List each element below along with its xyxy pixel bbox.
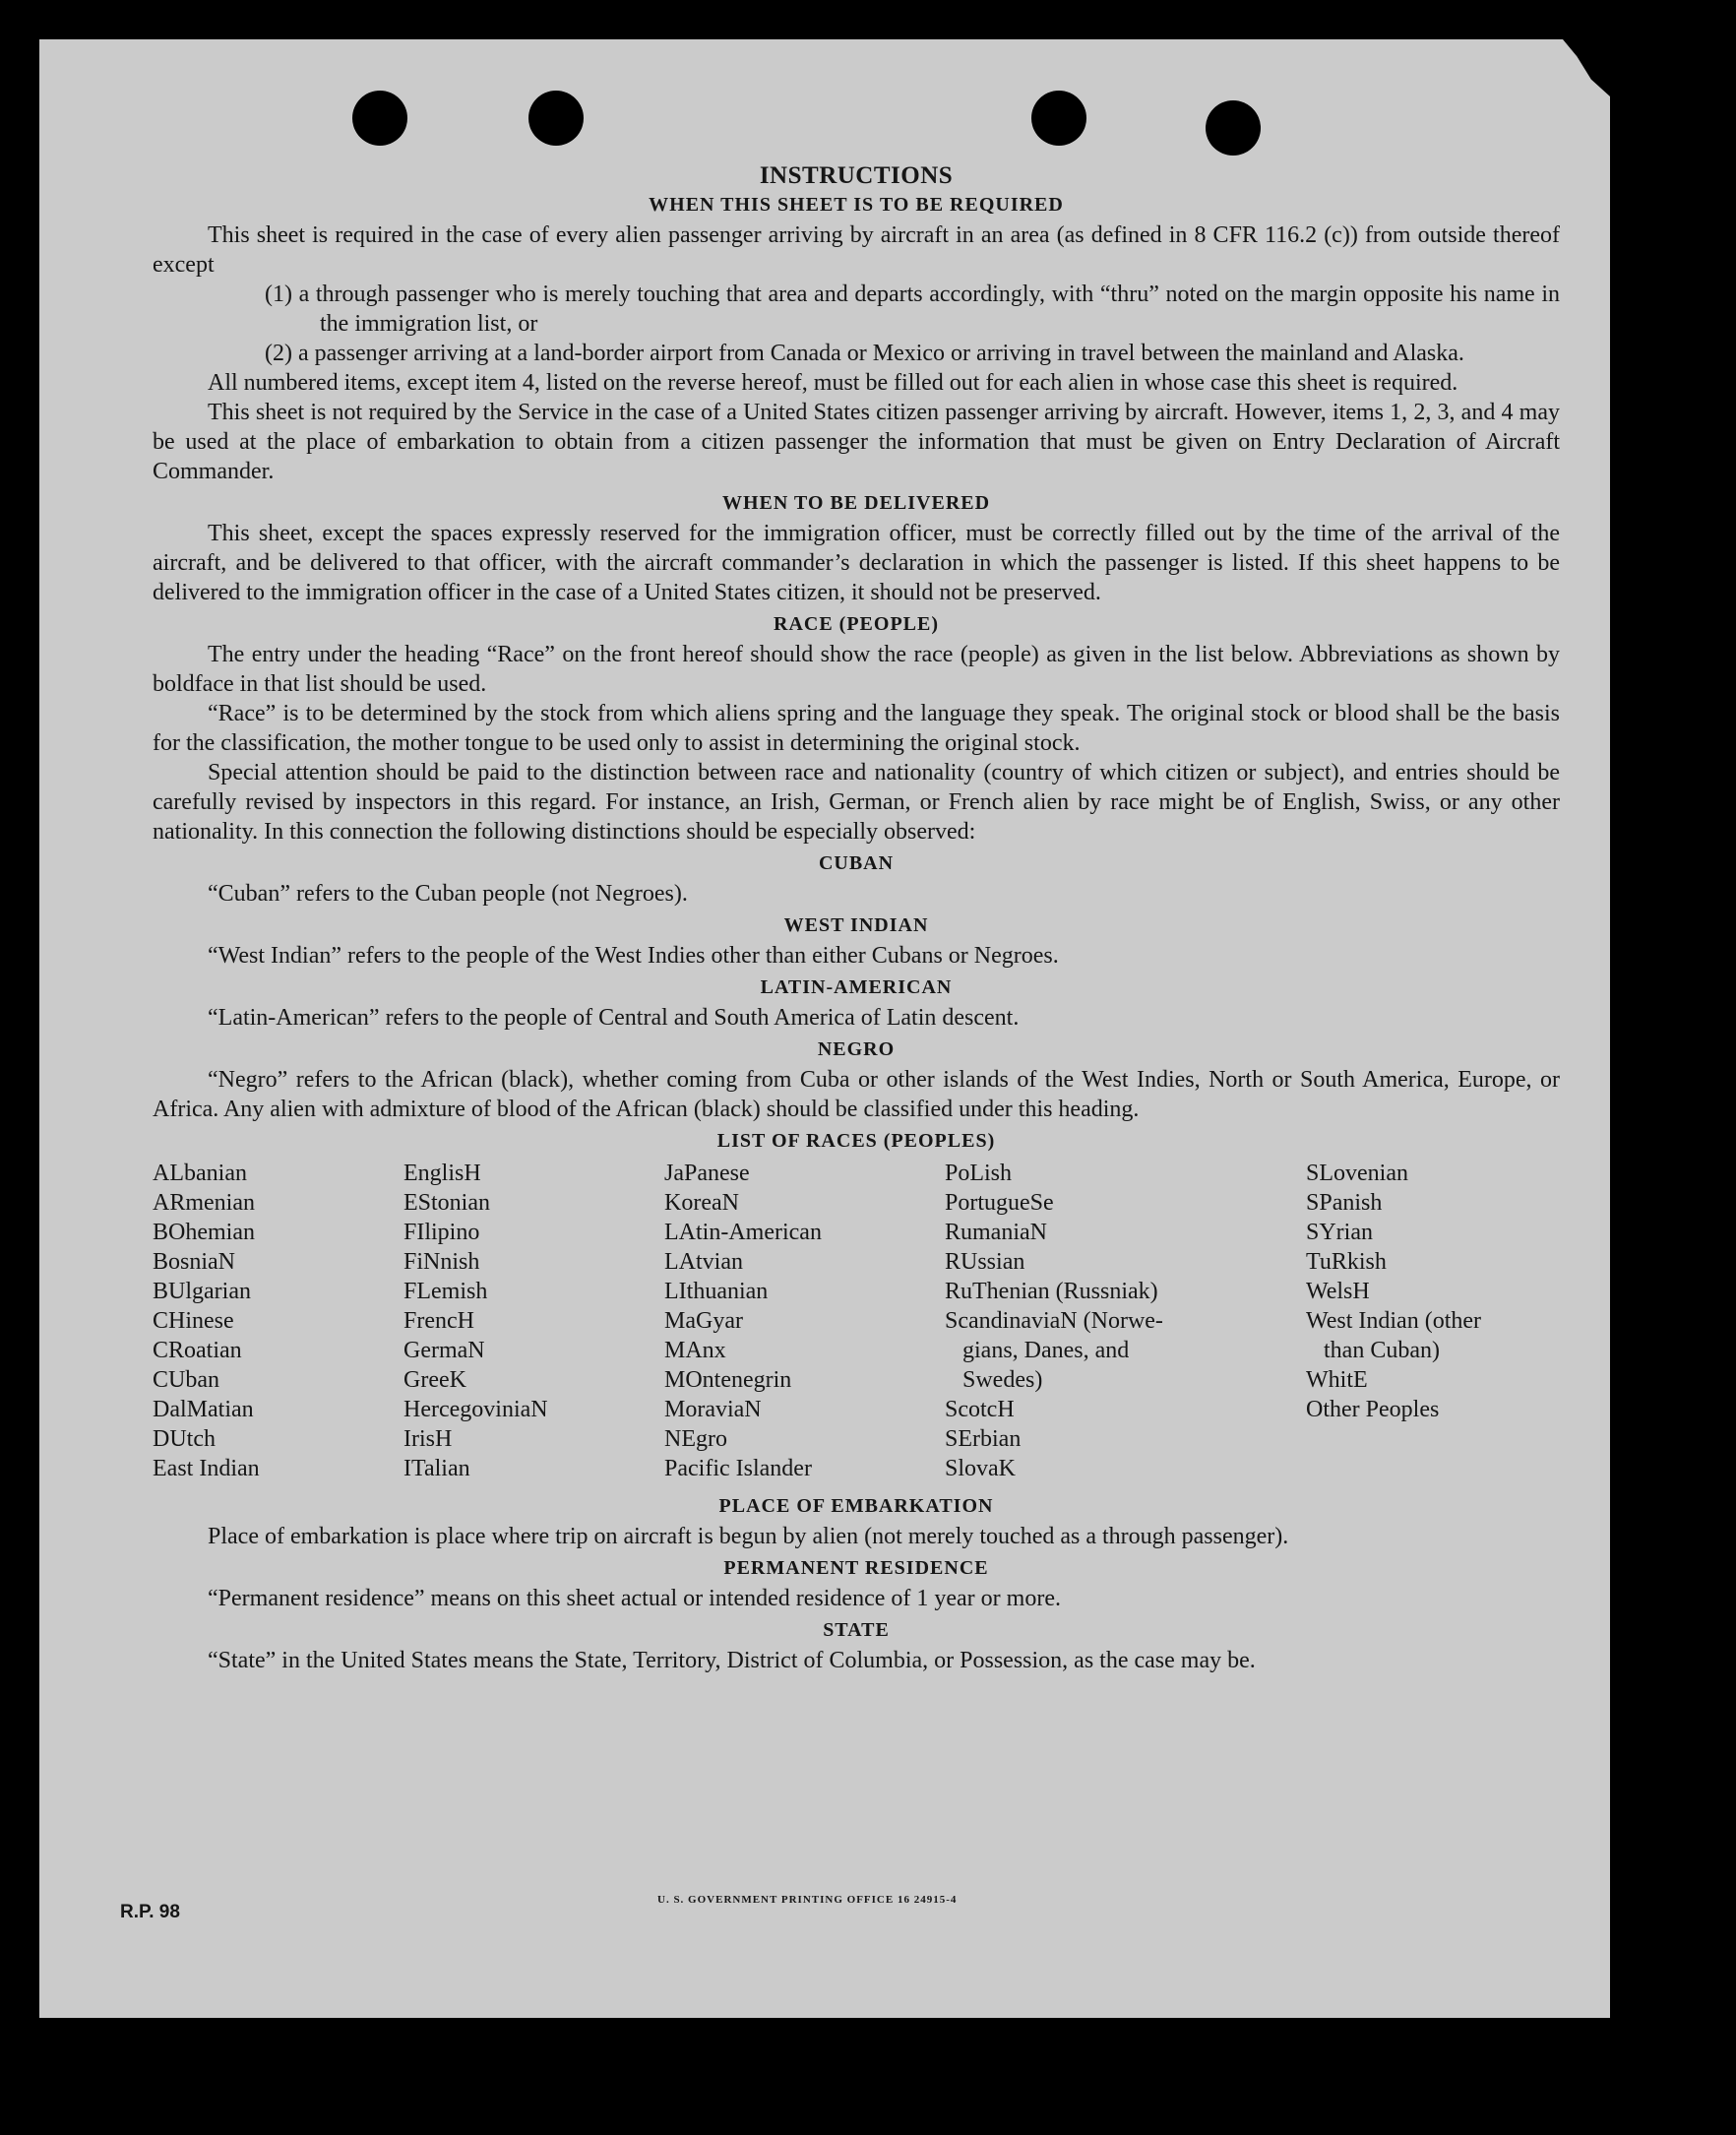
- heading-residence: PERMANENT RESIDENCE: [723, 1557, 989, 1579]
- paragraph: “West Indian” refers to the people of the West Indies other than either Cubans or Negroes.: [208, 943, 1059, 969]
- race-item: WelsH: [1306, 1279, 1370, 1304]
- race-item: RUssian: [945, 1249, 1025, 1275]
- paragraph: “Cuban” refers to the Cuban people (not Negroes).: [208, 881, 688, 907]
- race-item: than Cuban): [1324, 1338, 1440, 1363]
- races-column: [945, 1159, 1306, 1483]
- paragraph: “Race” is to be determined by the stock from which aliens spring and the language they speak. The original stock or blood shall be the basis for the classification, the mother tongue to be used only to assist in determining the original stock.: [153, 701, 1560, 756]
- race-item: JaPanese: [664, 1161, 750, 1186]
- heading-state: STATE: [823, 1619, 890, 1641]
- heading-latin-american: LATIN-AMERICAN: [760, 976, 953, 998]
- races-column: [403, 1159, 664, 1483]
- races-column: [153, 1159, 403, 1483]
- race-item: DalMatian: [153, 1397, 254, 1422]
- paragraph: Special attention should be paid to the distinction between race and nationality (country of which citizen or subject), and entries should be carefully revised by inspectors in this regard. For instance, an Irish, German, or French alien by race might be of English, Swiss, or any other nationality. In this connection the following distinctions should be especially observed:: [153, 760, 1560, 845]
- paragraph-item-1: (1) a through passenger who is merely touching that area and departs accordingly, with “thru” noted on the margin opposite his name in the immigration list, or: [265, 282, 1560, 337]
- race-item: PoLish: [945, 1161, 1013, 1186]
- race-item: BosniaN: [153, 1249, 235, 1275]
- race-item: LAtin-American: [664, 1220, 822, 1245]
- paragraph: “Permanent residence” means on this sheet actual or intended residence of 1 year or more.: [208, 1586, 1061, 1611]
- race-item: NEgro: [664, 1426, 727, 1452]
- paragraph: “Latin-American” refers to the people of Central and South America of Latin descent.: [208, 1005, 1020, 1031]
- race-item: LIthuanian: [664, 1279, 769, 1304]
- race-item: SlovaK: [945, 1456, 1016, 1481]
- heading-required: WHEN THIS SHEET IS TO BE REQUIRED: [649, 194, 1064, 216]
- printer-line: U. S. GOVERNMENT PRINTING OFFICE 16 24915-4: [657, 1894, 958, 1906]
- races-column: [1306, 1159, 1560, 1483]
- race-item: FIlipino: [403, 1220, 480, 1245]
- race-item: FiNnish: [403, 1249, 480, 1275]
- heading-negro: NEGRO: [817, 1038, 896, 1060]
- heading-west-indian: WEST INDIAN: [783, 914, 929, 936]
- race-item: Other Peoples: [1306, 1397, 1440, 1422]
- race-item: WhitE: [1306, 1367, 1368, 1393]
- race-item: SErbian: [945, 1426, 1022, 1452]
- race-item: West Indian (other: [1306, 1308, 1482, 1334]
- paragraph: This sheet is not required by the Service in the case of a United States citizen passenger arriving by aircraft. However, items 1, 2, 3, and 4 may be used at the place of embarkation to obtain from a citizen passenger the information that must be given on Entry Declaration of Aircraft Commander.: [153, 400, 1560, 484]
- race-item: IrisH: [403, 1426, 453, 1452]
- race-item: SLovenian: [1306, 1161, 1408, 1186]
- race-item: BUlgarian: [153, 1279, 251, 1304]
- punch-hole: [1031, 91, 1086, 146]
- race-item: TuRkish: [1306, 1249, 1387, 1275]
- punch-hole: [1206, 100, 1261, 156]
- race-item: KoreaN: [664, 1190, 739, 1216]
- race-item: RuThenian (Russniak): [945, 1279, 1158, 1304]
- races-list: [153, 1159, 1560, 1483]
- race-item: HercegoviniaN: [403, 1397, 548, 1422]
- paragraph: “Negro” refers to the African (black), whether coming from Cuba or other islands of the West Indies, North or South America, Europe, or Africa. Any alien with admixture of blood of the African (black) should be classified under this heading.: [153, 1067, 1560, 1122]
- race-item: GermaN: [403, 1338, 485, 1363]
- punch-hole: [528, 91, 584, 146]
- heading-embarkation: PLACE OF EMBARKATION: [718, 1495, 994, 1517]
- race-item: Swedes): [962, 1367, 1043, 1393]
- race-item: FLemish: [403, 1279, 488, 1304]
- paragraph: All numbered items, except item 4, listed on the reverse hereof, must be filled out for each alien in whose case this sheet is required.: [208, 370, 1458, 396]
- race-item: EStonian: [403, 1190, 490, 1216]
- race-item: PortugueSe: [945, 1190, 1054, 1216]
- race-item: MoraviaN: [664, 1397, 762, 1422]
- heading-race: RACE (PEOPLE): [774, 613, 939, 635]
- race-item: ARmenian: [153, 1190, 255, 1216]
- race-item: ITalian: [403, 1456, 470, 1481]
- race-item: East Indian: [153, 1456, 260, 1481]
- race-item: RumaniaN: [945, 1220, 1047, 1245]
- paragraph: This sheet, except the spaces expressly reserved for the immigration officer, must be correctly filled out by the time of the arrival of the aircraft, and be delivered to that officer, with the aircraft commander’s declaration in which the passenger is listed. If this sheet happens to be delivered to the immigration officer in the case of a United States citizen, it should not be preserved.: [153, 521, 1560, 605]
- race-item: CUban: [153, 1367, 219, 1393]
- race-item: gians, Danes, and: [962, 1338, 1130, 1363]
- race-item: GreeK: [403, 1367, 466, 1393]
- race-item: MAnx: [664, 1338, 726, 1363]
- race-item: MaGyar: [664, 1308, 743, 1334]
- race-item: BOhemian: [153, 1220, 255, 1245]
- paragraph: Place of embarkation is place where trip on aircraft is begun by alien (not merely touched as a through passenger).: [208, 1524, 1289, 1549]
- form-id: R.P. 98: [120, 1902, 180, 1922]
- race-item: MOntenegrin: [664, 1367, 792, 1393]
- paragraph: The entry under the heading “Race” on the front hereof should show the race (people) as given in the list below. Abbreviations as shown by boldface in that list should be used.: [153, 642, 1560, 697]
- document-page: [39, 39, 1610, 2018]
- race-item: DUtch: [153, 1426, 216, 1452]
- paragraph-item-2: (2) a passenger arriving at a land-border airport from Canada or Mexico or arriving in travel between the mainland and Alaska.: [265, 341, 1464, 366]
- race-item: CRoatian: [153, 1338, 242, 1363]
- heading-cuban: CUBAN: [818, 852, 895, 874]
- race-item: ScotcH: [945, 1397, 1015, 1422]
- races-column: [664, 1159, 945, 1483]
- paragraph: “State” in the United States means the State, Territory, District of Columbia, or Possession, as the case may be.: [208, 1648, 1256, 1673]
- page-title: INSTRUCTIONS: [759, 162, 954, 189]
- race-item: LAtvian: [664, 1249, 743, 1275]
- heading-delivered: WHEN TO BE DELIVERED: [721, 492, 991, 514]
- heading-list-of-races: LIST OF RACES (PEOPLES): [716, 1130, 996, 1152]
- race-item: EnglisH: [403, 1161, 481, 1186]
- race-item: SPanish: [1306, 1190, 1383, 1216]
- race-item: SYrian: [1306, 1220, 1373, 1245]
- torn-corner: [1563, 39, 1610, 96]
- race-item: ScandinaviaN (Norwe-: [945, 1308, 1163, 1334]
- race-item: Pacific Islander: [664, 1456, 812, 1481]
- race-item: ALbanian: [153, 1161, 247, 1186]
- race-item: CHinese: [153, 1308, 234, 1334]
- race-item: FrencH: [403, 1308, 474, 1334]
- paragraph: This sheet is required in the case of every alien passenger arriving by aircraft in an area (as defined in 8 CFR 116.2 (c)) from outside thereof except: [153, 222, 1560, 278]
- punch-hole: [352, 91, 407, 146]
